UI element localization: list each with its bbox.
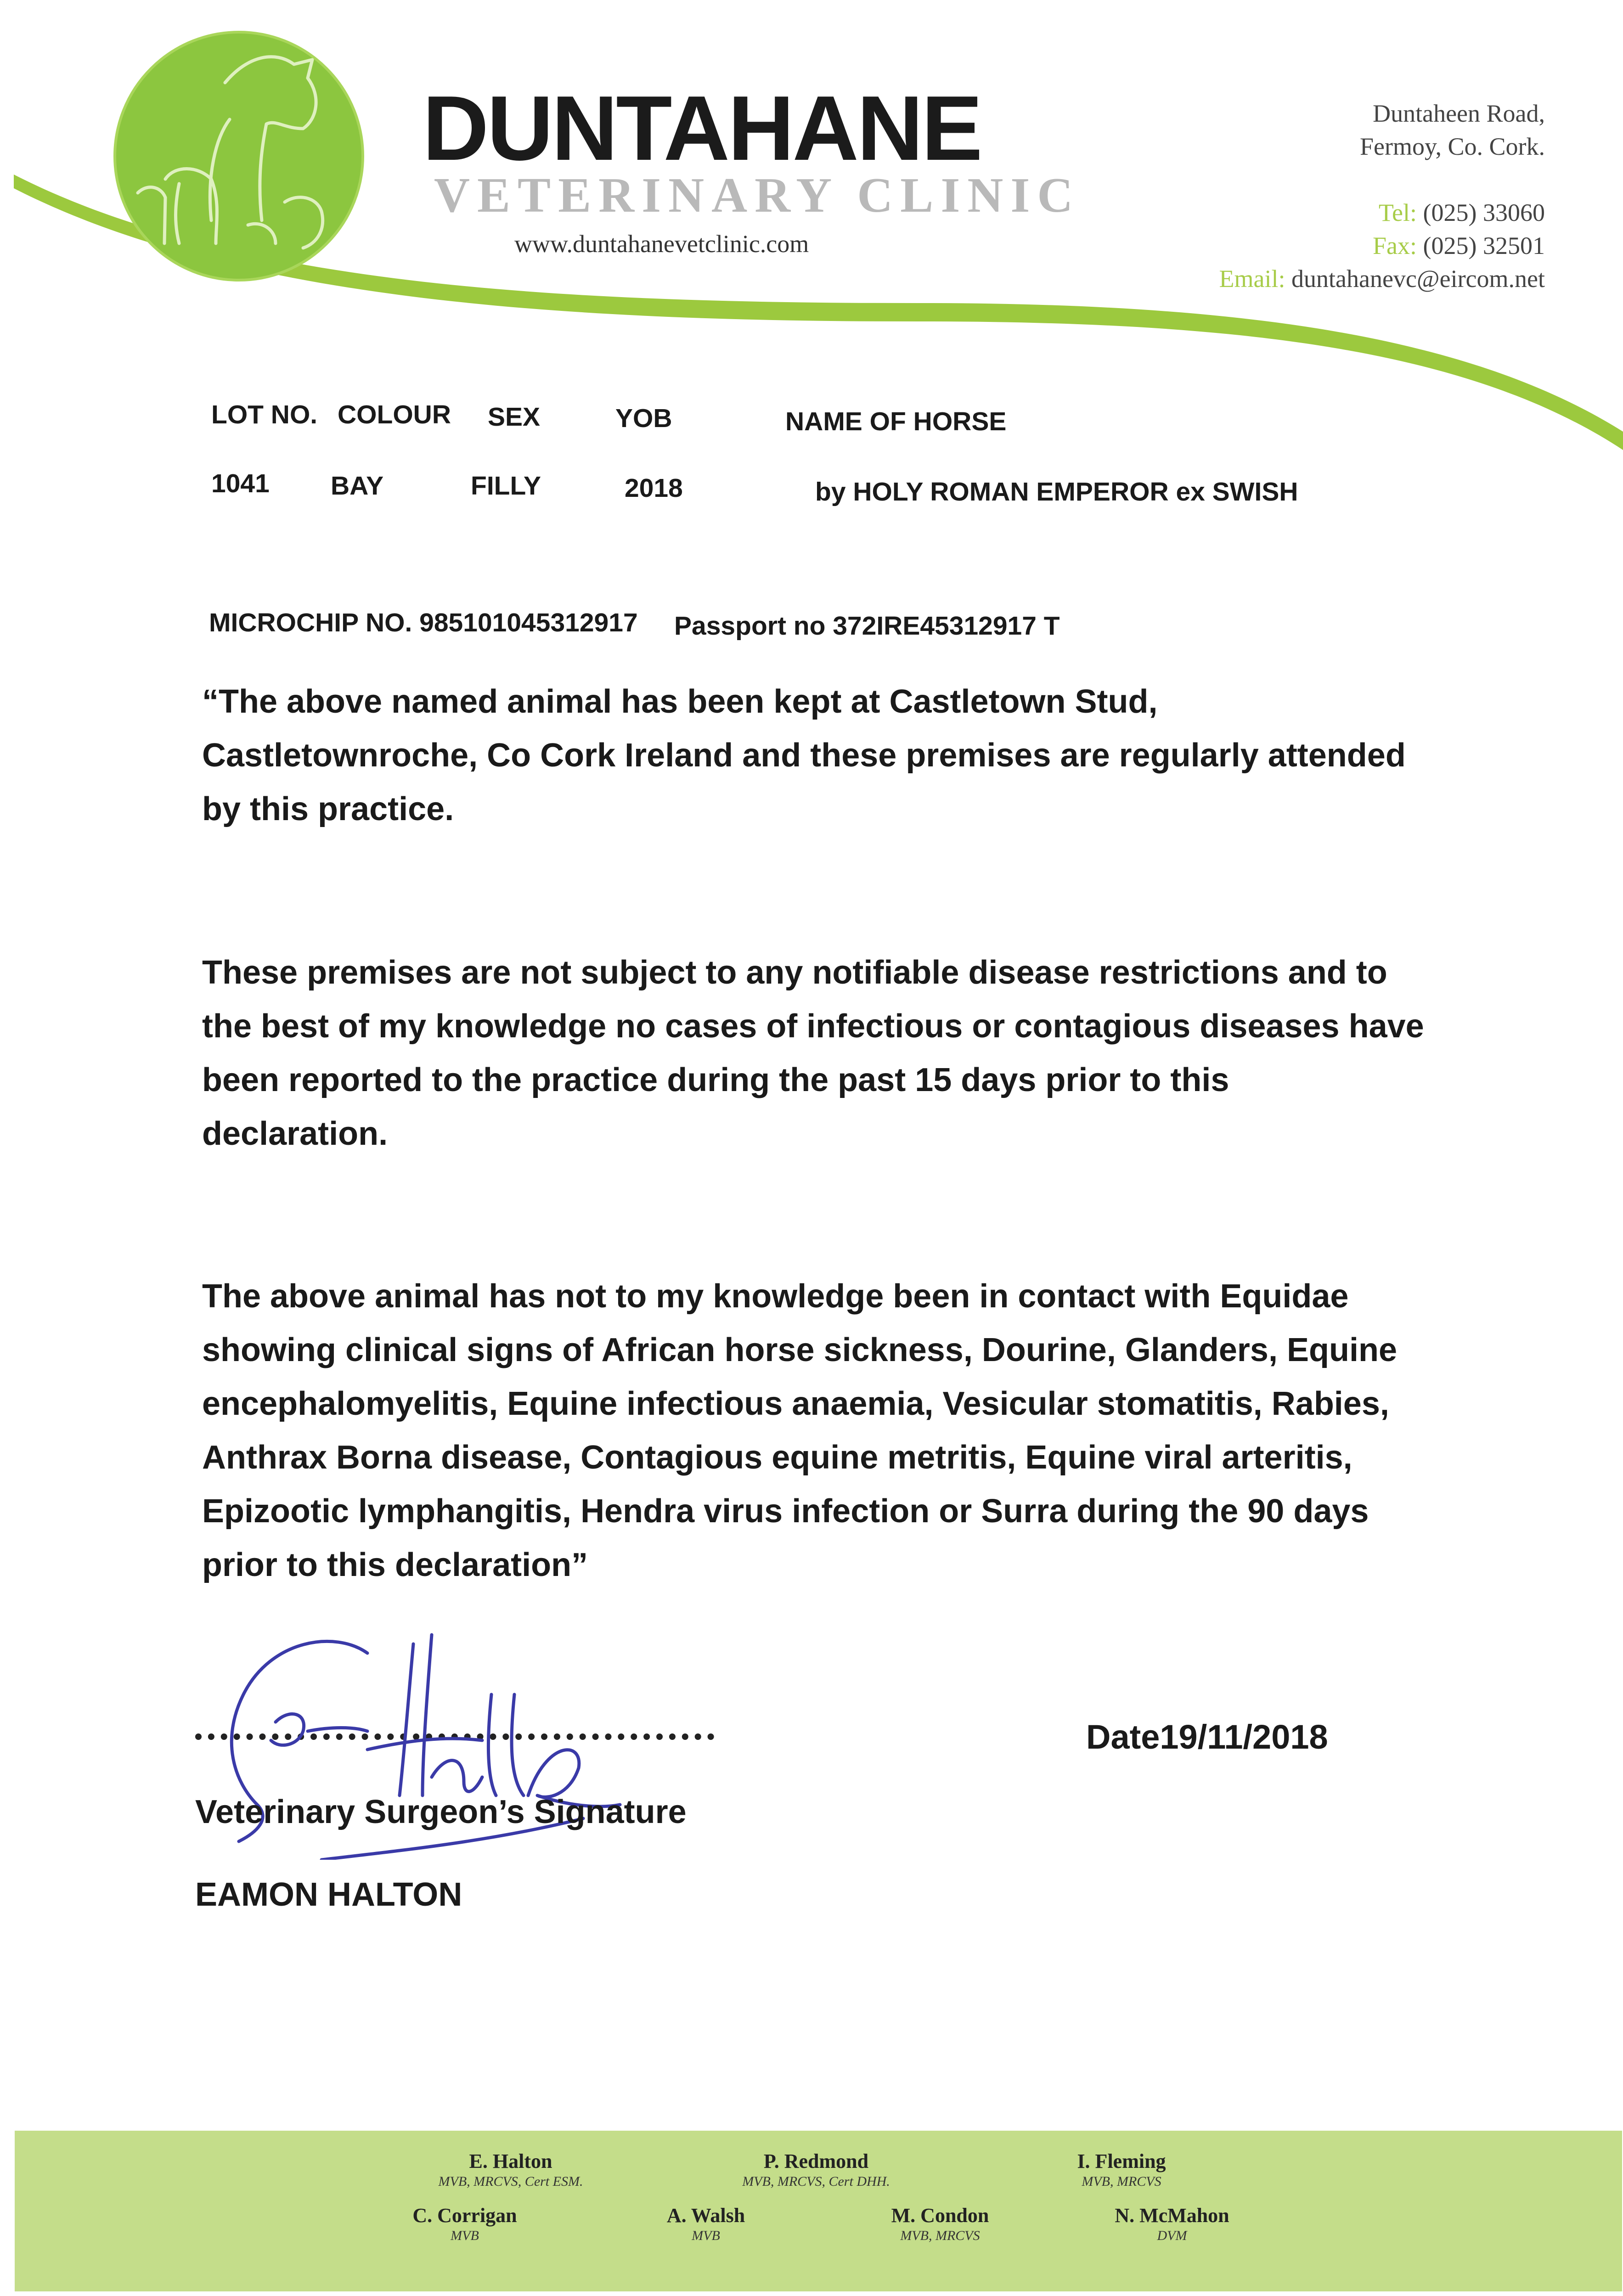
declaration-date: Date19/11/2018 bbox=[1086, 1718, 1328, 1756]
clinic-subtitle: VETERINARY CLINIC bbox=[434, 168, 1081, 223]
staff-member bbox=[336, 2204, 593, 2244]
staff-member bbox=[993, 2150, 1250, 2190]
surgeon-name: EAMON HALTON bbox=[195, 1876, 462, 1913]
paragraph-line: prior to this declaration” bbox=[202, 1547, 588, 1583]
footer-staff-band bbox=[15, 2131, 1622, 2291]
staff-member bbox=[812, 2204, 1069, 2244]
fax-number: (025) 32501 bbox=[1423, 232, 1545, 259]
header-sex: SEX bbox=[488, 402, 541, 432]
header-lot: LOT NO. bbox=[211, 400, 318, 429]
staff-name: M. Condon bbox=[891, 2204, 989, 2227]
declaration-paragraph-1 bbox=[202, 675, 1465, 836]
telephone-row bbox=[1379, 200, 1545, 225]
paragraph-line: showing clinical signs of African horse sickness, Dourine, Glanders, Equine bbox=[202, 1332, 1397, 1368]
staff-name: E. Halton bbox=[469, 2150, 552, 2172]
staff-qualifications: MVB, MRCVS, Cert DHH. bbox=[742, 2173, 890, 2189]
clinic-name: DUNTAHANE bbox=[423, 77, 981, 180]
paragraph-line: Anthrax Borna disease, Contagious equine metritis, Equine viral arteritis, bbox=[202, 1439, 1352, 1476]
address-line2: Fermoy, Co. Cork. bbox=[1360, 133, 1545, 160]
staff-member bbox=[577, 2204, 834, 2244]
staff-member bbox=[382, 2150, 639, 2190]
paragraph-line: Castletownroche, Co Cork Ireland and these premises are regularly attended bbox=[202, 737, 1406, 774]
staff-name: P. Redmond bbox=[763, 2150, 869, 2172]
paragraph-line: been reported to the practice during the past 15 days prior to this bbox=[202, 1062, 1229, 1098]
signature-label: Veterinary Surgeon’s Signature bbox=[195, 1794, 687, 1830]
microchip-number: MICROCHIP NO. 985101045312917 bbox=[209, 608, 638, 637]
paragraph-line: the best of my knowledge no cases of infectious or contagious diseases have bbox=[202, 1008, 1424, 1045]
email-address: duntahanevc@eircom.net bbox=[1291, 265, 1545, 293]
declaration-paragraph-2 bbox=[202, 946, 1465, 1161]
staff-qualifications: MVB, MRCVS bbox=[900, 2228, 980, 2243]
address-line1: Duntaheen Road, bbox=[1373, 100, 1545, 127]
paragraph-line: “The above named animal has been kept at Castletown Stud, bbox=[202, 683, 1158, 720]
staff-member bbox=[1043, 2204, 1301, 2244]
cell-yob: 2018 bbox=[625, 473, 683, 503]
paragraph-line: The above animal has not to my knowledge been in contact with Equidae bbox=[202, 1278, 1349, 1315]
paragraph-line: encephalomyelitis, Equine infectious anaemia, Vesicular stomatitis, Rabies, bbox=[202, 1385, 1389, 1422]
header-name: NAME OF HORSE bbox=[785, 407, 1007, 436]
paragraph-line: declaration. bbox=[202, 1115, 388, 1152]
header-yob: YOB bbox=[615, 404, 672, 433]
cell-name: by HOLY ROMAN EMPEROR ex SWISH bbox=[815, 477, 1298, 506]
email-label: Email: bbox=[1219, 265, 1285, 293]
paragraph-line: by this practice. bbox=[202, 791, 454, 827]
staff-name: I. Fleming bbox=[1077, 2150, 1166, 2172]
cell-sex: FILLY bbox=[471, 471, 541, 501]
staff-qualifications: MVB bbox=[451, 2228, 479, 2243]
header-colour: COLOUR bbox=[338, 400, 451, 429]
staff-qualifications: MVB bbox=[692, 2228, 720, 2243]
paragraph-line: Epizootic lymphangitis, Hendra virus infection or Surra during the 90 days bbox=[202, 1493, 1369, 1530]
staff-name: C. Corrigan bbox=[412, 2204, 517, 2227]
declaration-paragraph-3 bbox=[202, 1270, 1465, 1592]
staff-member bbox=[688, 2150, 945, 2190]
cell-colour: BAY bbox=[331, 471, 384, 501]
cell-lot: 1041 bbox=[211, 469, 270, 498]
staff-name: N. McMahon bbox=[1115, 2204, 1229, 2227]
fax-label: Fax: bbox=[1373, 232, 1417, 259]
passport-number: Passport no 372IRE45312917 T bbox=[674, 611, 1060, 641]
staff-name: A. Walsh bbox=[666, 2204, 745, 2227]
tel-number: (025) 33060 bbox=[1423, 199, 1545, 226]
tel-label: Tel: bbox=[1378, 199, 1417, 226]
staff-qualifications: DVM bbox=[1157, 2228, 1187, 2243]
clinic-website: www.duntahanevetclinic.com bbox=[514, 230, 809, 258]
staff-qualifications: MVB, MRCVS, Cert ESM. bbox=[438, 2173, 583, 2189]
email-row bbox=[1219, 266, 1545, 291]
paragraph-line: These premises are not subject to any notifiable disease restrictions and to bbox=[202, 954, 1387, 991]
fax-row bbox=[1373, 233, 1545, 258]
staff-qualifications: MVB, MRCVS bbox=[1082, 2173, 1161, 2189]
clinic-logo bbox=[110, 28, 367, 285]
